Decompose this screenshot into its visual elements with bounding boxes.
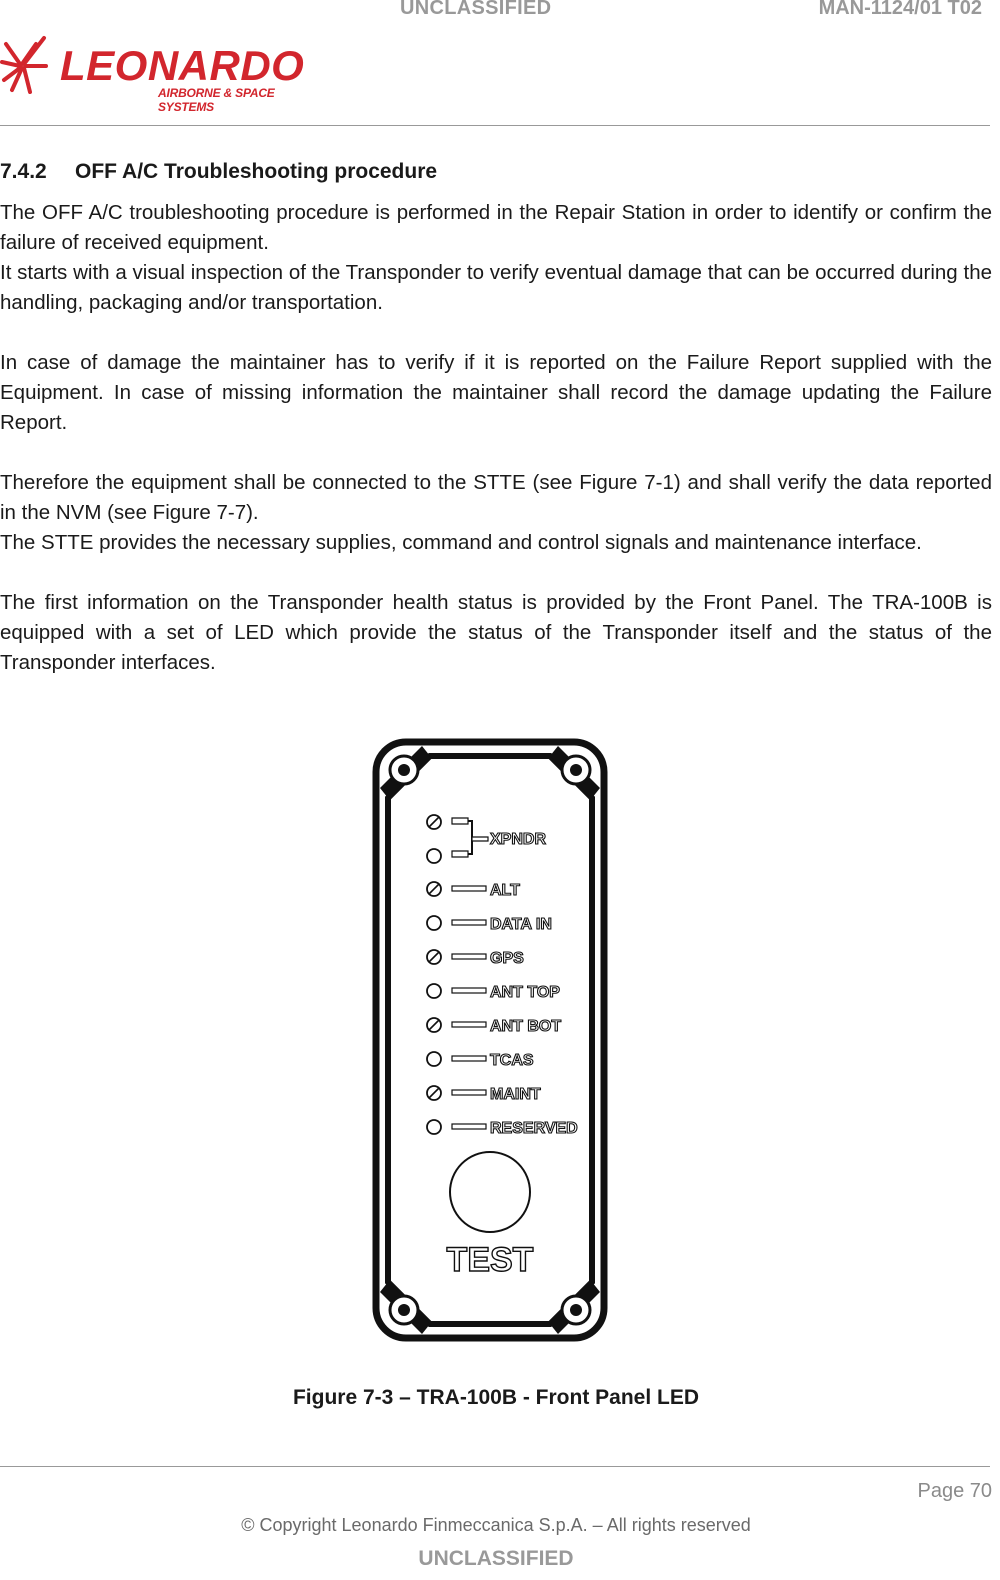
section-title: OFF A/C Troubleshooting procedure (75, 160, 438, 183)
screw-icon (562, 756, 590, 784)
body-text (0, 198, 992, 678)
front-panel-drawing (372, 738, 608, 1342)
document-id: MAN-1124/01 T02 (818, 0, 982, 19)
test-button (450, 1152, 530, 1232)
logo-wordmark: LEONARDO (60, 42, 305, 89)
footer-rule (0, 1466, 990, 1467)
led-label: GPS (490, 950, 524, 967)
led-label: TCAS (490, 1052, 534, 1069)
section-number: 7.4.2 (0, 160, 47, 183)
led-circle-icon (427, 984, 441, 998)
copyright: © Copyright Leonardo Finmeccanica S.p.A. – All rights reserved (241, 1515, 751, 1535)
led-label: ANT TOP (490, 984, 560, 1001)
figure-caption: Figure 7-3 – TRA-100B - Front Panel LED (292, 1386, 700, 1409)
paragraph: Therefore the equipment shall be connected to the STTE (see Figure 7-1) and shall verify the data reported in the NVM (see Figure 7-7). (0, 471, 992, 524)
logo-star-icon (0, 32, 60, 104)
screw-icon (562, 1296, 590, 1324)
led-circle-icon (427, 849, 441, 863)
front-panel-figure (372, 738, 608, 1342)
header-classification: UNCLASSIFIED (400, 0, 552, 19)
paragraph: The OFF A/C troubleshooting procedure is performed in the Repair Station in order to identify or confirm the failure of received equipment. (0, 201, 992, 254)
led-circle-icon (427, 1052, 441, 1066)
led-circle-icon (427, 916, 441, 930)
footer-classification: UNCLASSIFIED (418, 1547, 574, 1570)
led-label: XPNDR (490, 831, 547, 848)
paragraph: The first information on the Transponder health status is provided by the Front Panel. The TRA-100B is equipped with a set of LED which provide the status of the Transponder itself and the status of the Transponder interfaces. (0, 591, 992, 674)
led-circle-icon (427, 1120, 441, 1134)
paragraph: The STTE provides the necessary supplies, command and control signals and maintenance interface. (0, 531, 922, 554)
paragraph: In case of damage the maintainer has to verify if it is reported on the Failure Report supplied with the Equipment. In case of missing information the maintainer shall record the damage updating the Failure Report. (0, 351, 992, 434)
screw-icon (390, 1296, 418, 1324)
section-heading (0, 160, 437, 184)
led-label: DATA IN (490, 916, 552, 933)
page-number: Page 70 (917, 1480, 992, 1502)
header-rule (0, 125, 990, 126)
led-label: RESERVED (490, 1120, 578, 1137)
test-label: TEST (446, 1241, 534, 1279)
led-label: ANT BOT (490, 1018, 562, 1035)
paragraph: It starts with a visual inspection of the Transponder to verify eventual damage that can be occurred during the handling, packaging and/or transportation. (0, 261, 992, 314)
leonardo-logo (0, 32, 330, 114)
screw-icon (390, 756, 418, 784)
led-label: MAINT (490, 1086, 541, 1103)
led-label: ALT (490, 882, 520, 899)
logo-division: AIRBORNE & SPACE SYSTEMS (158, 86, 275, 114)
